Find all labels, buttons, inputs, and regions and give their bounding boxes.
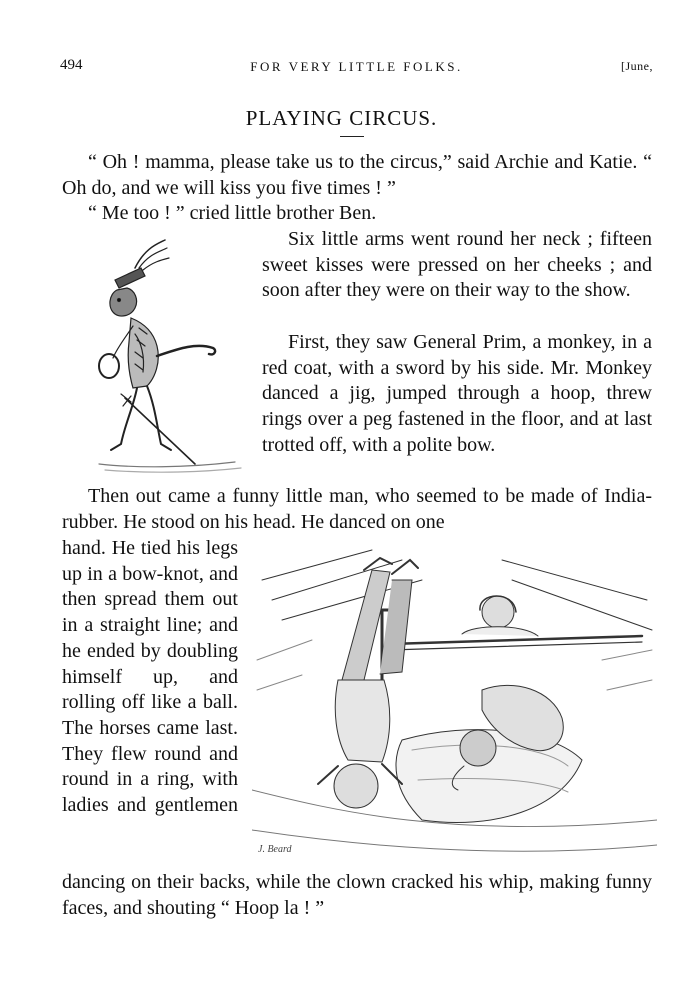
children-playing-illustration bbox=[252, 540, 657, 865]
paragraph-5-top: Then out came a funny little man, who seemed to be made of India-rubber. He stood on his head. He danced on one bbox=[62, 485, 652, 533]
running-title: FOR VERY LITTLE FOLKS. bbox=[250, 59, 463, 74]
paragraph-5-bottom: dancing on their backs, while the clown cracked his whip, making funny faces, and shouting “ Hoop la ! ” bbox=[62, 871, 652, 919]
title-rule bbox=[340, 136, 364, 137]
paragraph-5-column: hand. He tied his legs up in a bow-knot, and then spread them out in a straight line; and he ended by doubling himself up, and rolling off like a ball. The horses came last. They flew round and round in a ring, with ladies and gentlemen bbox=[62, 537, 238, 817]
monkey-illustration bbox=[95, 238, 245, 478]
page-number: 494 bbox=[60, 57, 83, 73]
paragraph-2: “ Me too ! ” cried little brother Ben. bbox=[88, 202, 377, 224]
page-header bbox=[60, 57, 653, 79]
artist-signature: J. Beard bbox=[258, 844, 292, 855]
story-title: PLAYING CIRCUS. bbox=[245, 106, 438, 130]
paragraph-1: “ Oh ! mamma, please take us to the circus,” said Archie and Katie. “ Oh do, and we will kiss you five times ! ” bbox=[62, 151, 652, 199]
paragraph-4: First, they saw General Prim, a monkey, in a red coat, with a sword by his side. Mr. Monkey danced a jig, jumped through a hoop, threw rings over a peg fastened in the floor, and at last trotted off, with a polite bow. bbox=[262, 331, 652, 456]
paragraph-3: Six little arms went round her neck ; fifteen sweet kisses were pressed on her cheeks ; and soon after they were on their way to the show. bbox=[262, 228, 652, 302]
running-month: [June, bbox=[621, 59, 653, 73]
